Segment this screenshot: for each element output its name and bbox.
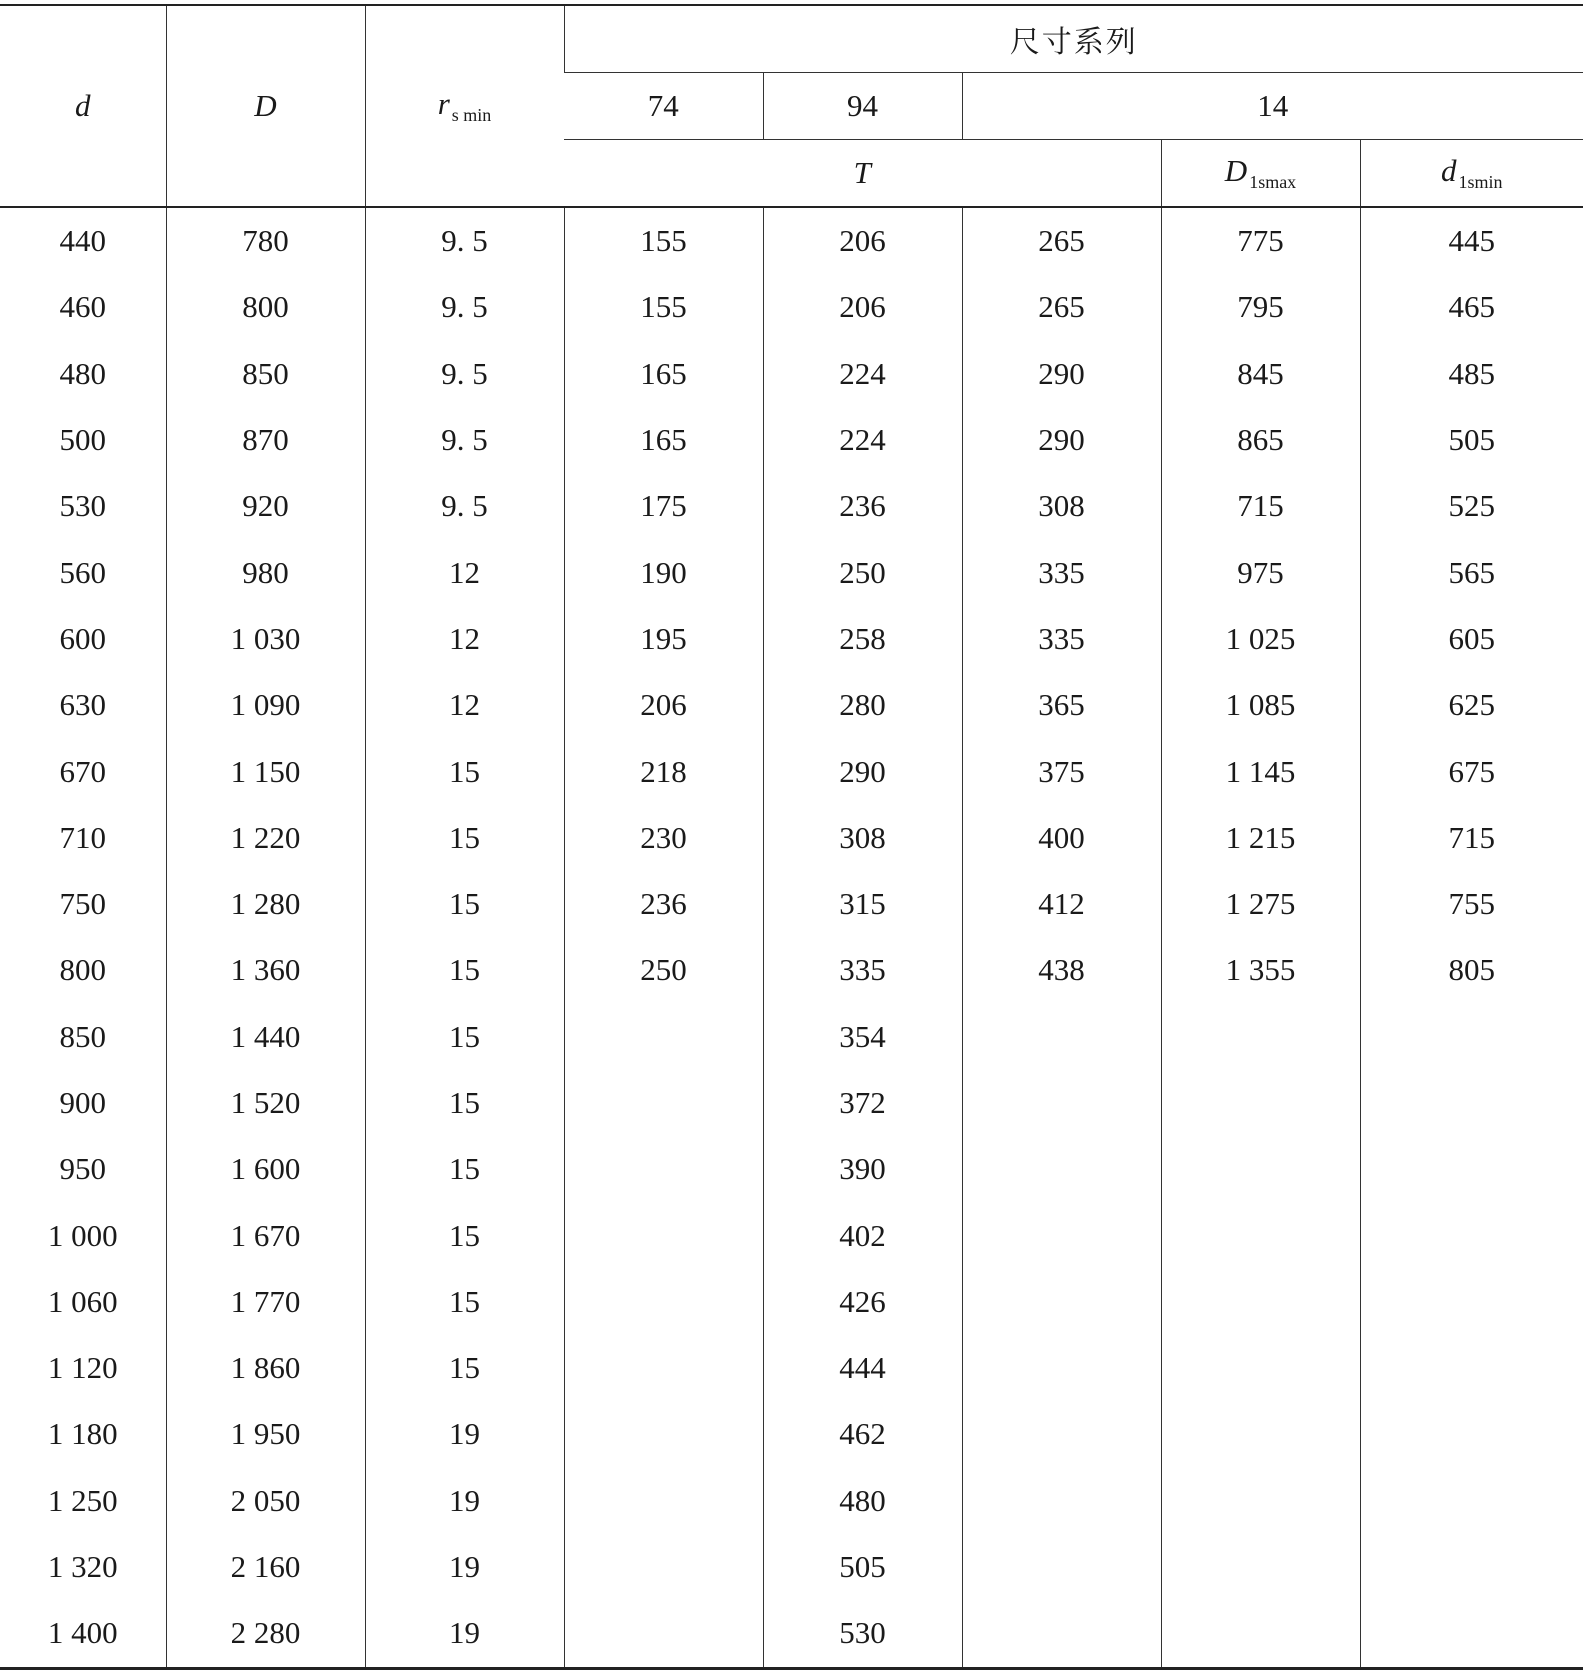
cell-t-74	[564, 1600, 763, 1668]
cell-D1-smax: 1 355	[1161, 937, 1360, 1003]
cell-d: 500	[59, 422, 106, 458]
cell-t-94: 224	[763, 341, 962, 407]
cell-d: 480	[59, 355, 106, 391]
cell-d1-smin: 755	[1360, 871, 1583, 937]
table-row	[0, 1070, 1583, 1136]
cell-d: 750	[59, 886, 106, 922]
cell-d1-smin	[1360, 1401, 1583, 1467]
cell-D: 1 770	[166, 1269, 365, 1335]
cell-d: 1 180	[47, 1416, 118, 1452]
cell-r-smin: 9. 5	[365, 473, 564, 539]
cell-d1-smin: 525	[1360, 473, 1583, 539]
cell-D: 850	[166, 341, 365, 407]
cell-t-14: 375	[962, 738, 1161, 804]
header-size-series-label: 尺寸系列	[1009, 25, 1138, 60]
cell-d1-smin: 565	[1360, 539, 1583, 605]
cell-r-smin: 15	[365, 871, 564, 937]
cell-d: 440	[59, 223, 106, 259]
cell-t-94: 390	[763, 1136, 962, 1202]
cell-t-74: 230	[564, 805, 763, 871]
cell-t-14	[962, 1136, 1161, 1202]
cell-D1-smax: 845	[1161, 341, 1360, 407]
cell-D: 2 050	[166, 1468, 365, 1534]
cell-r-smin: 15	[365, 1202, 564, 1268]
table-row	[0, 1202, 1583, 1268]
cell-D1-smax	[1161, 1202, 1360, 1268]
cell-t-14: 365	[962, 672, 1161, 738]
cell-D: 1 090	[166, 672, 365, 738]
cell-t-14: 438	[962, 937, 1161, 1003]
cell-r-smin: 19	[365, 1468, 564, 1534]
cell-d: 1 320	[47, 1549, 118, 1585]
cell-D1-smax: 1 275	[1161, 871, 1360, 937]
cell-D1-smax	[1161, 1136, 1360, 1202]
cell-r-smin: 15	[365, 738, 564, 804]
cell-d: 900	[59, 1085, 106, 1120]
cell-d1-smin	[1360, 1468, 1583, 1534]
cell-t-14	[962, 1070, 1161, 1136]
table-row	[0, 1335, 1583, 1401]
cell-t-14: 335	[962, 606, 1161, 672]
cell-t-94: 308	[763, 805, 962, 871]
cell-r-smin: 19	[365, 1600, 564, 1668]
table-row	[0, 871, 1583, 937]
cell-t-94: 206	[763, 207, 962, 274]
cell-r-smin: 9. 5	[365, 274, 564, 340]
header-D-label: D	[254, 88, 277, 123]
cell-d: 630	[59, 687, 106, 723]
cell-t-94: 315	[763, 871, 962, 937]
cell-d1-smin	[1360, 1202, 1583, 1268]
cell-t-94: 224	[763, 407, 962, 473]
cell-t-94: 290	[763, 738, 962, 804]
cell-d1-smin: 485	[1360, 341, 1583, 407]
cell-t-74	[564, 1070, 763, 1136]
cell-t-74: 250	[564, 937, 763, 1003]
cell-D: 1 600	[166, 1136, 365, 1202]
cell-r-smin: 15	[365, 1136, 564, 1202]
cell-t-14: 308	[962, 473, 1161, 539]
header-size-series	[564, 5, 1583, 73]
cell-t-14: 290	[962, 407, 1161, 473]
cell-D: 920	[166, 473, 365, 539]
cell-t-94: 426	[763, 1269, 962, 1335]
cell-d: 800	[59, 952, 106, 988]
table-row	[0, 539, 1583, 605]
cell-D1-smax: 715	[1161, 473, 1360, 539]
cell-t-94: 444	[763, 1335, 962, 1401]
header-series-74: 74	[564, 73, 763, 140]
cell-r-smin: 15	[365, 937, 564, 1003]
cell-d1-smin	[1360, 1136, 1583, 1202]
cell-t-14	[962, 1534, 1161, 1600]
cell-r-smin: 9. 5	[365, 341, 564, 407]
cell-t-14: 290	[962, 341, 1161, 407]
bearing-dimension-table	[0, 4, 1583, 1670]
cell-d: 560	[59, 554, 106, 590]
header-series-14: 14	[962, 73, 1583, 140]
cell-D1-smax	[1161, 1269, 1360, 1335]
header-T	[564, 140, 1161, 208]
cell-t-74: 190	[564, 539, 763, 605]
cell-D1-smax: 775	[1161, 207, 1360, 274]
cell-d1-smin	[1360, 1534, 1583, 1600]
cell-t-14	[962, 1202, 1161, 1268]
cell-t-14: 412	[962, 871, 1161, 937]
cell-d: 1 000	[47, 1217, 118, 1253]
cell-D1-smax: 1 145	[1161, 738, 1360, 804]
cell-d1-smin	[1360, 1269, 1583, 1335]
cell-t-14: 265	[962, 274, 1161, 340]
cell-t-14	[962, 1335, 1161, 1401]
header-D1-subscript: 1smax	[1249, 172, 1297, 192]
cell-D1-smax	[1161, 1401, 1360, 1467]
cell-D: 1 220	[166, 805, 365, 871]
cell-d: 950	[59, 1151, 106, 1187]
cell-t-74: 155	[564, 207, 763, 274]
cell-d1-smin	[1360, 1335, 1583, 1401]
cell-t-74	[564, 1136, 763, 1202]
cell-t-74: 175	[564, 473, 763, 539]
table-row	[0, 937, 1583, 1003]
cell-D1-smax: 1 215	[1161, 805, 1360, 871]
table-row	[0, 1136, 1583, 1202]
cell-D: 1 440	[166, 1004, 365, 1070]
table-row	[0, 1401, 1583, 1467]
table-row	[0, 1534, 1583, 1600]
cell-d1-smin	[1360, 1600, 1583, 1668]
cell-D1-smax: 1 025	[1161, 606, 1360, 672]
cell-d1-smin: 805	[1360, 937, 1583, 1003]
cell-D: 1 670	[166, 1202, 365, 1268]
cell-D: 2 280	[166, 1600, 365, 1668]
cell-t-14	[962, 1468, 1161, 1534]
cell-t-74	[564, 1401, 763, 1467]
header-D1-label: D	[1224, 153, 1248, 188]
cell-D: 1 950	[166, 1401, 365, 1467]
cell-r-smin: 12	[365, 672, 564, 738]
cell-D1-smax: 975	[1161, 539, 1360, 605]
cell-t-74: 218	[564, 738, 763, 804]
cell-t-74: 195	[564, 606, 763, 672]
cell-r-smin: 12	[365, 606, 564, 672]
cell-t-14	[962, 1004, 1161, 1070]
cell-r-smin: 19	[365, 1534, 564, 1600]
cell-D1-smax	[1161, 1534, 1360, 1600]
cell-D: 1 280	[166, 871, 365, 937]
table-row	[0, 341, 1583, 407]
cell-t-14	[962, 1401, 1161, 1467]
cell-r-smin: 9. 5	[365, 407, 564, 473]
header-d1-subscript: 1smin	[1458, 172, 1503, 192]
cell-r-smin: 9. 5	[365, 207, 564, 274]
table-row	[0, 606, 1583, 672]
cell-D: 1 860	[166, 1335, 365, 1401]
header-d	[0, 5, 166, 207]
cell-t-74: 236	[564, 871, 763, 937]
header-r-label: r	[437, 86, 450, 121]
cell-d1-smin	[1360, 1070, 1583, 1136]
cell-r-smin: 19	[365, 1401, 564, 1467]
cell-t-94: 372	[763, 1070, 962, 1136]
cell-t-94: 462	[763, 1401, 962, 1467]
cell-D: 1 520	[166, 1070, 365, 1136]
cell-t-74	[564, 1269, 763, 1335]
cell-d: 600	[59, 620, 106, 656]
table-row	[0, 207, 1583, 274]
header-D	[166, 5, 365, 207]
cell-t-94: 258	[763, 606, 962, 672]
cell-D1-smax: 795	[1161, 274, 1360, 340]
cell-t-74: 155	[564, 274, 763, 340]
cell-d1-smin: 675	[1360, 738, 1583, 804]
cell-d: 710	[59, 819, 106, 855]
table-row	[0, 407, 1583, 473]
header-series-94: 94	[763, 73, 962, 140]
cell-d1-smin: 505	[1360, 407, 1583, 473]
cell-r-smin: 15	[365, 1004, 564, 1070]
table-row	[0, 274, 1583, 340]
cell-r-smin: 15	[365, 1269, 564, 1335]
cell-t-74	[564, 1202, 763, 1268]
cell-d: 670	[59, 753, 106, 789]
table-row	[0, 1004, 1583, 1070]
table-row	[0, 473, 1583, 539]
cell-d1-smin: 625	[1360, 672, 1583, 738]
cell-r-smin: 12	[365, 539, 564, 605]
cell-t-14	[962, 1600, 1161, 1668]
table-body	[0, 207, 1583, 1668]
cell-D: 1 030	[166, 606, 365, 672]
cell-D: 980	[166, 539, 365, 605]
cell-t-94: 236	[763, 473, 962, 539]
cell-t-94: 480	[763, 1468, 962, 1534]
cell-d: 850	[59, 1018, 106, 1054]
cell-d1-smin: 465	[1360, 274, 1583, 340]
cell-d: 460	[59, 289, 106, 325]
cell-t-94: 530	[763, 1600, 962, 1668]
cell-t-94: 402	[763, 1202, 962, 1268]
cell-t-74	[564, 1004, 763, 1070]
cell-t-14: 265	[962, 207, 1161, 274]
table-row	[0, 1468, 1583, 1534]
cell-D: 1 360	[166, 937, 365, 1003]
cell-d1-smin: 445	[1360, 207, 1583, 274]
table-row	[0, 1600, 1583, 1668]
cell-D1-smax: 865	[1161, 407, 1360, 473]
table-header	[0, 5, 1583, 207]
cell-d: 1 250	[47, 1482, 118, 1518]
cell-t-94: 206	[763, 274, 962, 340]
header-d1-smin	[1360, 140, 1583, 208]
header-d-label: d	[75, 88, 91, 123]
header-T-label: T	[853, 155, 871, 190]
cell-t-94: 335	[763, 937, 962, 1003]
cell-r-smin: 15	[365, 1070, 564, 1136]
cell-D1-smax	[1161, 1600, 1360, 1668]
table-row	[0, 738, 1583, 804]
cell-D1-smax	[1161, 1070, 1360, 1136]
cell-t-14	[962, 1269, 1161, 1335]
cell-D: 800	[166, 274, 365, 340]
cell-t-74	[564, 1468, 763, 1534]
cell-t-94: 250	[763, 539, 962, 605]
header-d1-label: d	[1441, 153, 1457, 188]
cell-d: 1 400	[0, 1600, 166, 1668]
cell-r-smin: 15	[365, 1335, 564, 1401]
cell-d: 1 120	[47, 1350, 118, 1386]
header-D1-smax	[1161, 140, 1360, 208]
cell-t-74	[564, 1534, 763, 1600]
table-row	[0, 805, 1583, 871]
header-r-subscript: s min	[451, 105, 492, 125]
table-row	[0, 672, 1583, 738]
cell-t-94: 354	[763, 1004, 962, 1070]
cell-t-74: 165	[564, 407, 763, 473]
cell-D: 780	[166, 207, 365, 274]
cell-D1-smax	[1161, 1004, 1360, 1070]
table-row	[0, 1269, 1583, 1335]
cell-d: 530	[59, 488, 106, 524]
cell-d1-smin	[1360, 1004, 1583, 1070]
cell-t-14: 335	[962, 539, 1161, 605]
cell-t-74: 165	[564, 341, 763, 407]
cell-t-74: 206	[564, 672, 763, 738]
cell-d1-smin: 715	[1360, 805, 1583, 871]
cell-D: 1 150	[166, 738, 365, 804]
cell-D: 2 160	[166, 1534, 365, 1600]
cell-D: 870	[166, 407, 365, 473]
cell-D1-smax	[1161, 1468, 1360, 1534]
cell-d1-smin: 605	[1360, 606, 1583, 672]
cell-t-94: 280	[763, 672, 962, 738]
cell-r-smin: 15	[365, 805, 564, 871]
cell-D1-smax: 1 085	[1161, 672, 1360, 738]
cell-D1-smax	[1161, 1335, 1360, 1401]
cell-t-94: 505	[763, 1534, 962, 1600]
cell-t-74	[564, 1335, 763, 1401]
cell-t-14: 400	[962, 805, 1161, 871]
cell-d: 1 060	[47, 1283, 118, 1319]
header-r-smin	[365, 5, 564, 207]
